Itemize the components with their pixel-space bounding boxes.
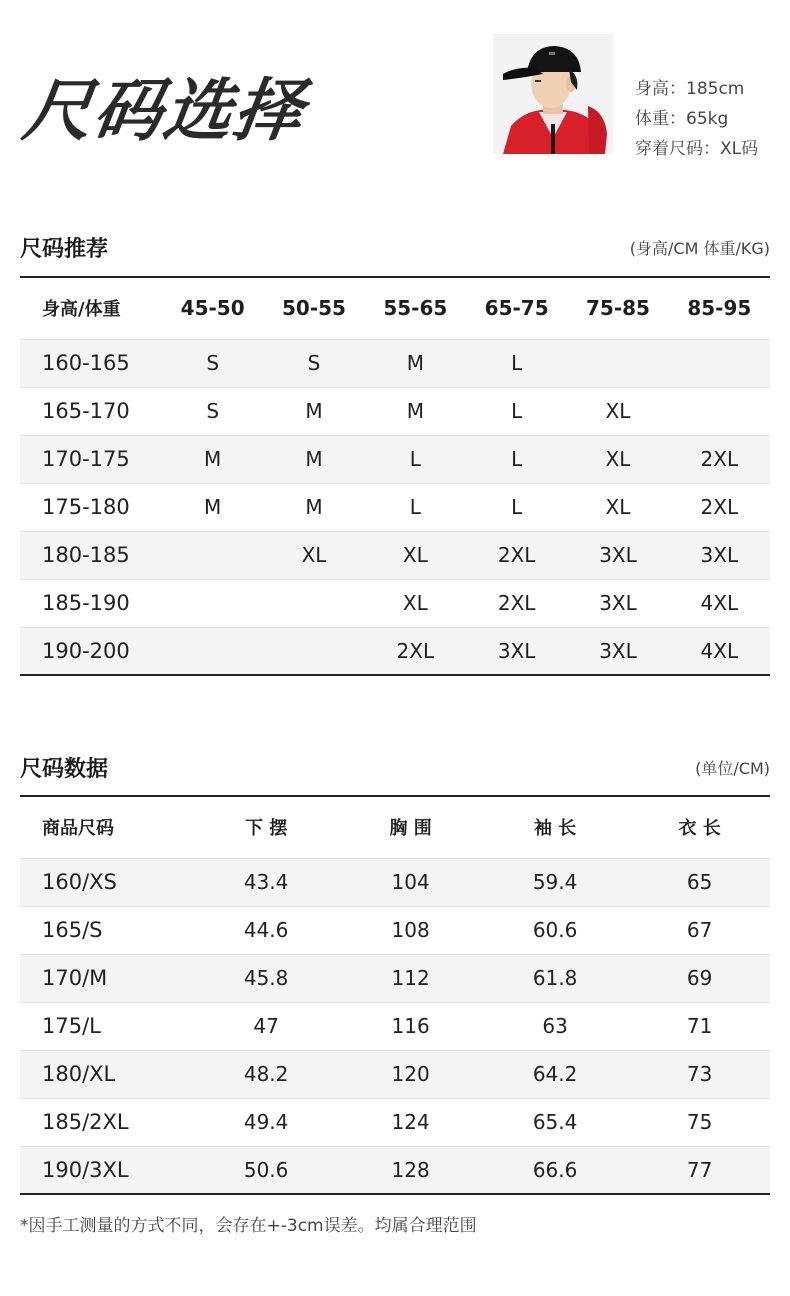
table-header-row [20,796,770,858]
table-row [20,627,770,675]
table-cell: 2XL [669,435,770,483]
table-row [20,435,770,483]
model-info [635,74,758,164]
model-height: 身高：185cm [635,79,745,99]
page-title: 尺码选择 [18,72,310,151]
table-cell: S [162,339,263,387]
table-cell: 49.4 [192,1098,340,1146]
table-cell: 61.8 [481,954,629,1002]
table-cell: 71 [629,1002,770,1050]
table-cell: L [466,339,567,387]
table-cell: 190/3XL [20,1146,192,1194]
table-cell [669,387,770,435]
table-header-cell: 65-75 [484,296,549,321]
table-cell: 45.8 [192,954,340,1002]
size-data-table [20,795,770,1195]
table-cell: 48.2 [192,1050,340,1098]
table-cell: XL [567,483,668,531]
table-cell: 180/XL [20,1050,192,1098]
table-cell: XL [567,435,668,483]
table-row [20,1002,770,1050]
table-cell: M [263,387,364,435]
table-cell [669,339,770,387]
model-weight: 体重：65kg [635,109,729,129]
table-cell: M [365,339,466,387]
table-header-cell: 50-55 [282,296,346,321]
table-cell: 50.6 [192,1146,340,1194]
table-cell: 175/L [20,1002,192,1050]
table-cell: M [162,483,263,531]
table-cell: 190-200 [20,627,162,675]
table-cell: L [466,483,567,531]
table-cell [162,579,263,627]
size-recommend-table [20,276,770,676]
table-cell: 2XL [466,531,567,579]
table-cell: 73 [629,1050,770,1098]
table-cell: 108 [340,906,481,954]
table-cell: 185/2XL [20,1098,192,1146]
table-cell: S [162,387,263,435]
table-row [20,1050,770,1098]
table-cell: 3XL [466,627,567,675]
table-cell: L [466,435,567,483]
table-header-cell: 75-85 [585,296,650,321]
model-photo [493,34,613,154]
table-cell: L [365,483,466,531]
table-cell: 4XL [669,627,770,675]
table-row [20,387,770,435]
table-cell: 128 [340,1146,481,1194]
table-cell: 2XL [466,579,567,627]
table-cell: 47 [192,1002,340,1050]
table-cell: 63 [481,1002,629,1050]
table-header-cell: 45-50 [180,296,245,321]
table-cell: 3XL [669,531,770,579]
table-cell: M [162,435,263,483]
table-header-cell: 袖 长 [533,818,577,840]
table-cell: 66.6 [481,1146,629,1194]
table-cell: 170-175 [20,435,162,483]
table-row [20,579,770,627]
table-cell: 59.4 [481,858,629,906]
table-header-row [20,277,770,339]
model-photo-illustration [493,34,613,154]
table-header-cell: 衣 长 [678,818,721,840]
table-cell: 65.4 [481,1098,629,1146]
table-row [20,1146,770,1194]
table-cell: 2XL [669,483,770,531]
table-cell: L [365,435,466,483]
table-cell: 160/XS [20,858,192,906]
model-size: 穿着尺码：XL码 [635,139,759,159]
table-header-cell: 下 摆 [244,818,288,840]
table-row [20,954,770,1002]
table-cell: M [263,483,364,531]
recommend-section-title: 尺码推荐 [20,237,109,262]
table-cell: 3XL [567,579,668,627]
table-cell: 67 [629,906,770,954]
table-cell [162,531,263,579]
table-cell [263,579,364,627]
table-cell: 120 [340,1050,481,1098]
table-cell: M [263,435,364,483]
size-data-unit: (单位/CM) [695,759,770,778]
table-cell: 43.4 [192,858,340,906]
size-data-section-title: 尺码数据 [20,757,109,782]
table-cell: XL [365,531,466,579]
table-cell: 116 [340,1002,481,1050]
table-cell [162,627,263,675]
table-header-cell: 85-95 [687,296,752,321]
table-cell: 185-190 [20,579,162,627]
table-cell: XL [567,387,668,435]
table-cell: 112 [340,954,481,1002]
table-row [20,339,770,387]
table-header-cell: 身高/体重 [42,299,121,321]
table-cell: XL [365,579,466,627]
footnote: *因手工测量的方式不同，会存在+-3cm误差。均属合理范围 [20,1216,477,1236]
table-cell: 124 [340,1098,481,1146]
table-cell [263,627,364,675]
table-cell: XL [263,531,364,579]
table-cell: 170/M [20,954,192,1002]
table-cell: M [365,387,466,435]
table-cell [567,339,668,387]
recommend-unit: (身高/CM 体重/KG) [629,239,770,258]
table-cell: 175-180 [20,483,162,531]
table-header-cell: 胸 围 [389,818,432,840]
table-row [20,531,770,579]
table-cell: 160-165 [20,339,162,387]
table-row [20,858,770,906]
table-cell: 65 [629,858,770,906]
table-cell: L [466,387,567,435]
table-header-cell: 商品尺码 [42,818,114,840]
table-header-cell: 55-65 [383,296,448,321]
table-cell: 3XL [567,627,668,675]
table-row [20,906,770,954]
table-cell: 64.2 [481,1050,629,1098]
table-cell: 44.6 [192,906,340,954]
table-cell: S [263,339,364,387]
table-row [20,1098,770,1146]
table-row [20,483,770,531]
table-cell: 2XL [365,627,466,675]
table-cell: 165/S [20,906,192,954]
table-cell: 4XL [669,579,770,627]
table-cell: 75 [629,1098,770,1146]
table-cell: 3XL [567,531,668,579]
table-cell: 77 [629,1146,770,1194]
table-cell: 180-185 [20,531,162,579]
table-cell: 104 [340,858,481,906]
table-cell: 165-170 [20,387,162,435]
table-cell: 60.6 [481,906,629,954]
table-cell: 69 [629,954,770,1002]
